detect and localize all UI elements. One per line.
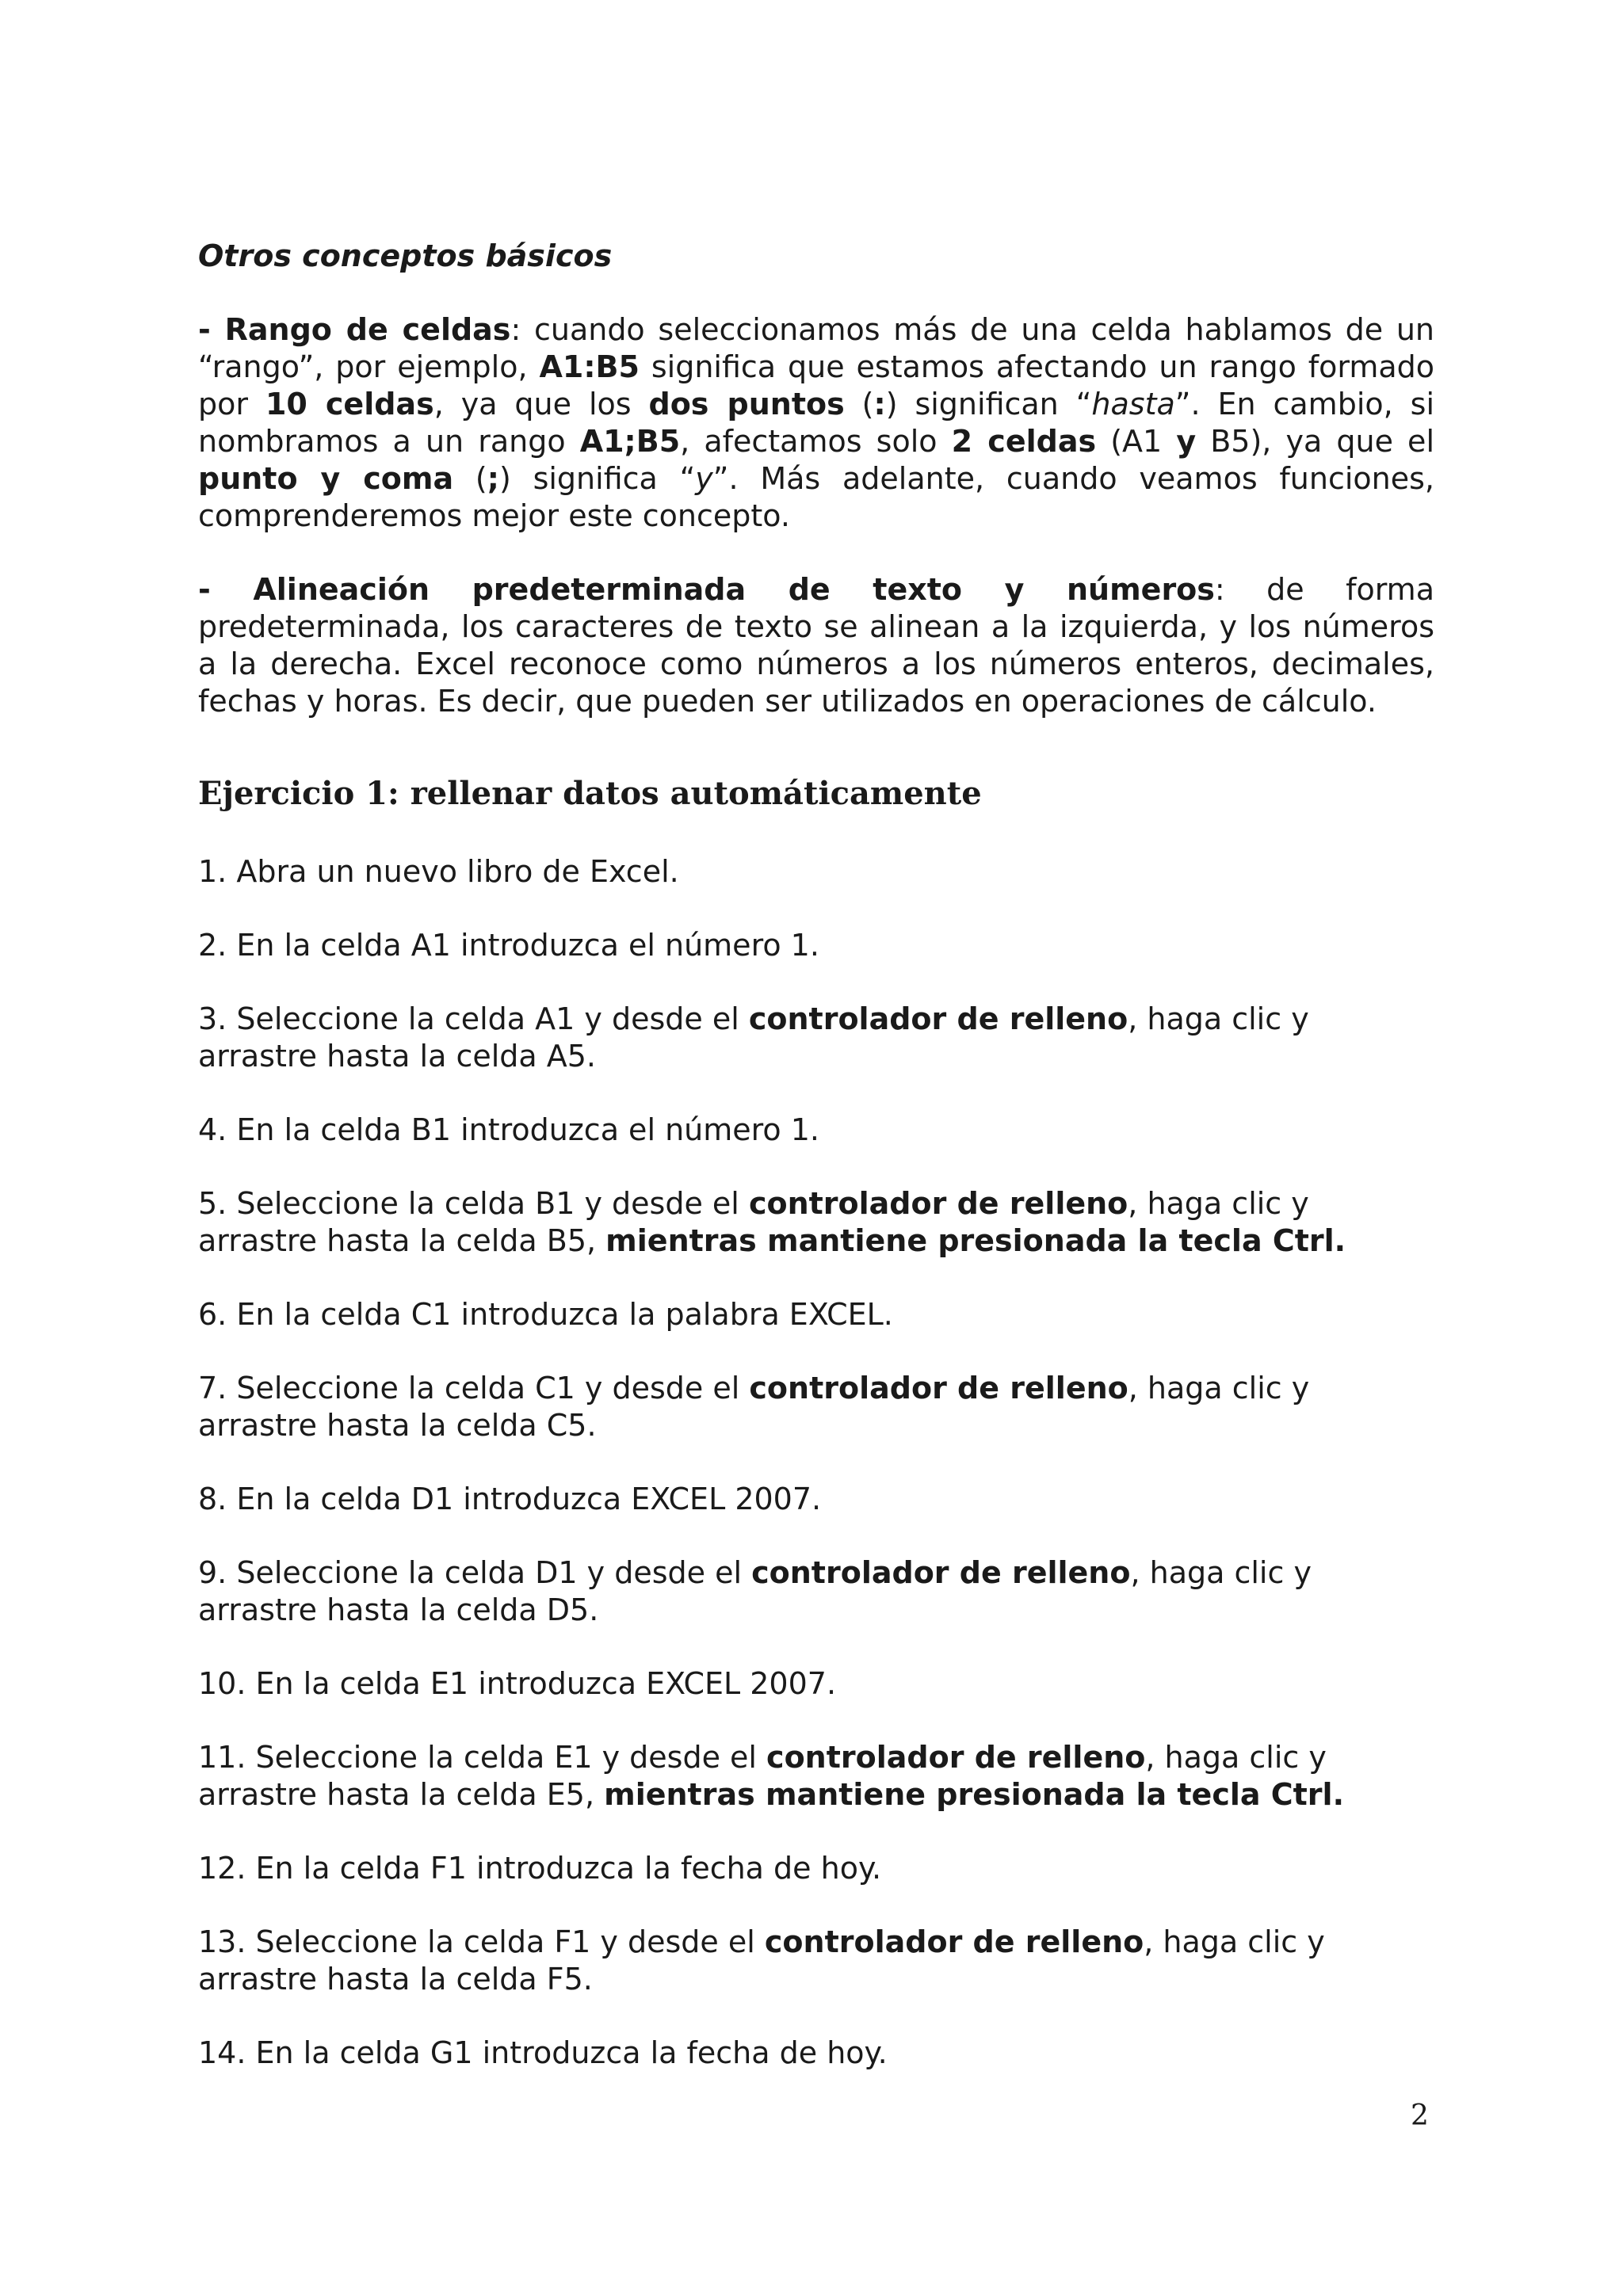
step-bold: controlador de relleno — [748, 1186, 1128, 1221]
step-text: 13. Seleccione la celda F1 y desde el — [198, 1924, 765, 1959]
step-text: 3. Seleccione la celda A1 y desde el — [198, 1001, 749, 1036]
step-bold: controlador de relleno — [749, 1371, 1128, 1405]
rango-count-2: 2 celdas — [951, 424, 1097, 459]
step-item — [198, 1001, 1434, 1075]
step-bold: controlador de relleno — [766, 1740, 1146, 1775]
step-item — [198, 1481, 1434, 1518]
step-text: , haga clic y arrastre hasta la celda E5, — [198, 1740, 1327, 1812]
step-text: 6. En la celda C1 introduzca la palabra EXCEL. — [198, 1297, 893, 1332]
rango-paragraph — [198, 311, 1434, 535]
rango-example-2: A1;B5 — [579, 424, 681, 459]
steps-list — [198, 853, 1434, 2072]
step-bold: controlador de relleno — [764, 1924, 1144, 1959]
rango-colon-symbol: : — [873, 387, 886, 421]
rango-text: ”. Más adelante, cuando veamos funciones, comprenderemos mejor este concepto. — [198, 461, 1435, 533]
rango-text: , afectamos solo — [680, 424, 952, 459]
step-bold: controlador de relleno — [751, 1555, 1131, 1590]
step-text: 11. Seleccione la celda E1 y desde el — [198, 1740, 767, 1775]
step-text: 5. Seleccione la celda B1 y desde el — [198, 1186, 749, 1221]
rango-text: ( — [844, 387, 874, 421]
rango-hasta: hasta — [1091, 387, 1175, 421]
alineacion-term: - Alineación predeterminada de texto y números — [198, 572, 1215, 607]
step-text: , haga clic y arrastre hasta la celda B5, — [198, 1186, 1309, 1258]
step-item — [198, 2035, 1434, 2072]
alineacion-text: : de forma predeterminada, los caracteres de texto se alinean a la izquierda, y los números a la derecha. Excel reconoce como números a los números enteros, decimales, fechas y horas. Es decir, que pueden ser utilizados en operaciones de cálculo. — [198, 572, 1434, 719]
page-number: 2 — [1411, 2100, 1429, 2132]
step-text: , haga clic y arrastre hasta la celda F5. — [198, 1924, 1325, 1997]
rango-text: (A1 — [1096, 424, 1177, 459]
step-item — [198, 1185, 1434, 1260]
step-item — [198, 853, 1434, 891]
step-item — [198, 1665, 1434, 1703]
step-text: , haga clic y arrastre hasta la celda A5. — [198, 1001, 1309, 1074]
step-item — [198, 1296, 1434, 1333]
rango-text: : cuando seleccionamos más de una celda hablamos de un “rango”, por ejemplo, — [198, 312, 1435, 384]
step-item — [198, 1370, 1434, 1444]
rango-text: B5), ya que el — [1196, 424, 1434, 459]
alineacion-paragraph — [198, 571, 1434, 720]
rango-text: ) significan “ — [885, 387, 1092, 421]
step-text: 9. Seleccione la celda D1 y desde el — [198, 1555, 752, 1590]
step-item — [198, 1554, 1434, 1629]
step-bold: controlador de relleno — [748, 1001, 1128, 1036]
step-item — [198, 1739, 1434, 1814]
step-text: 14. En la celda G1 introduzca la fecha de hoy. — [198, 2035, 888, 2070]
rango-example: A1:B5 — [539, 349, 640, 384]
step-bold: mientras mantiene presionada la tecla Ctrl. — [605, 1223, 1346, 1258]
step-item — [198, 1112, 1434, 1149]
step-text: 1. Abra un nuevo libro de Excel. — [198, 854, 679, 889]
rango-term: - Rango de celdas — [198, 312, 511, 347]
step-text: 2. En la celda A1 introduzca el número 1. — [198, 928, 819, 963]
rango-colon-term: dos puntos — [648, 387, 845, 421]
rango-y: y — [1176, 424, 1197, 459]
exercise-title: Ejercicio 1: rellenar datos automáticamente — [198, 775, 982, 812]
step-item — [198, 927, 1434, 964]
section-title: Otros conceptos básicos — [198, 238, 613, 273]
rango-count: 10 celdas — [265, 387, 434, 421]
step-text: , haga clic y arrastre hasta la celda C5. — [198, 1371, 1310, 1443]
rango-text: ”. En cambio, si nombramos a un rango — [198, 387, 1434, 459]
rango-y-italic: y — [695, 461, 713, 496]
rango-text: , ya que los — [433, 387, 649, 421]
step-text: 8. En la celda D1 introduzca EXCEL 2007. — [198, 1482, 822, 1516]
step-bold: mientras mantiene presionada la tecla Ctrl. — [604, 1777, 1345, 1812]
step-text: 10. En la celda E1 introduzca EXCEL 2007. — [198, 1666, 837, 1701]
step-text: 12. En la celda F1 introduzca la fecha de hoy. — [198, 1851, 882, 1886]
rango-semicolon-symbol: ; — [487, 461, 499, 496]
rango-text: ) significa “ — [498, 461, 696, 496]
rango-text: ( — [453, 461, 487, 496]
step-text: , haga clic y arrastre hasta la celda D5. — [198, 1555, 1312, 1627]
rango-semicolon-term: punto y coma — [198, 461, 454, 496]
step-text: 7. Seleccione la celda C1 y desde el — [198, 1371, 750, 1405]
step-text: 4. En la celda B1 introduzca el número 1. — [198, 1112, 820, 1147]
rango-text: significa que estamos afectando un rango formado por — [198, 349, 1434, 421]
step-item — [198, 1850, 1434, 1887]
document-page — [198, 238, 1434, 2108]
step-item — [198, 1924, 1434, 1998]
